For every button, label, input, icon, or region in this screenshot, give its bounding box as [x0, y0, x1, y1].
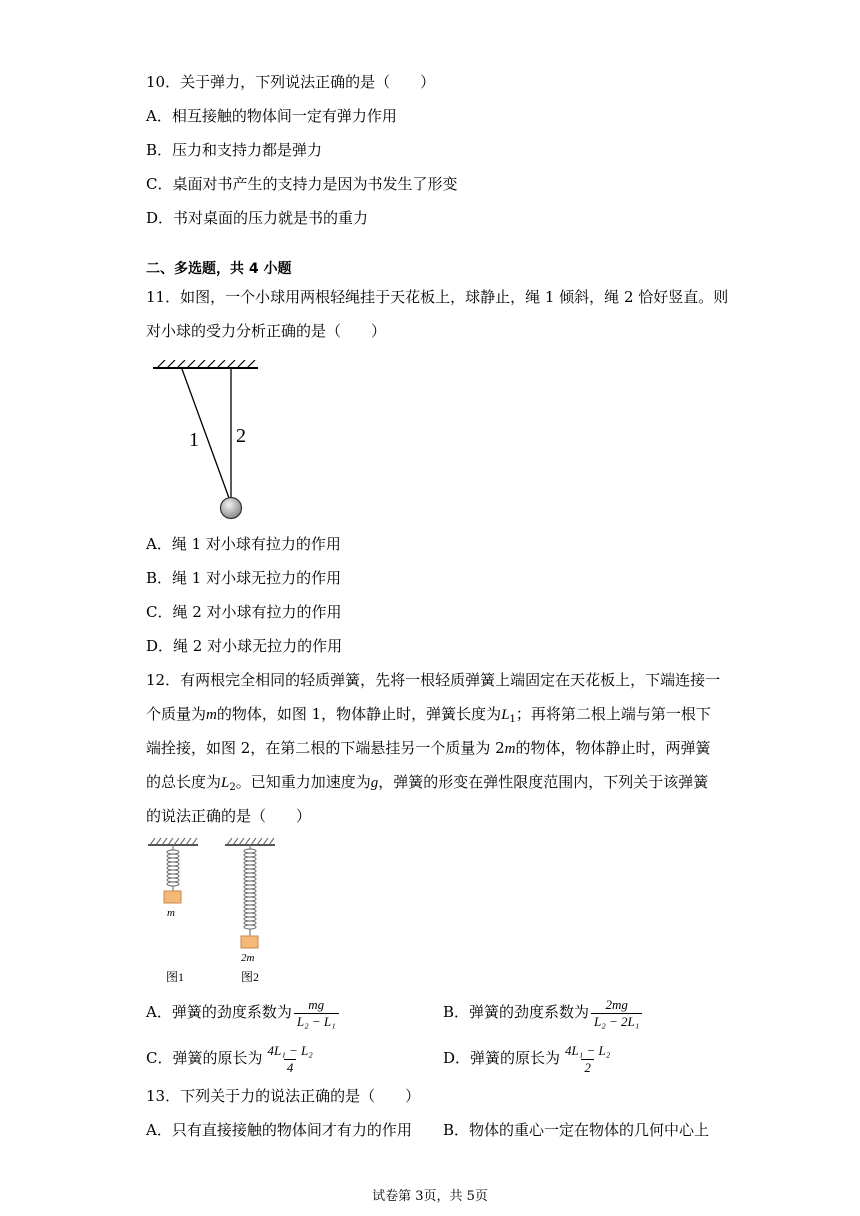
q10-option-b: B．压力和支持力都是弹力: [146, 141, 323, 159]
block-2m: [241, 936, 258, 948]
q13-option-b: B．物体的重心一定在物体的几何中心上: [443, 1121, 710, 1139]
q12-option-b: B．弹簧的劲度系数为 $\frac{2mg}{\text{L₂ − 2L₁}}$: [443, 992, 644, 1032]
q12-figure-springs: [140, 835, 280, 987]
spring-2: [244, 845, 256, 936]
q10-option-d: D．书对桌面的压力就是书的重力: [146, 209, 369, 227]
ball: [221, 498, 242, 519]
q11-option-b: B．绳 1 对小球无拉力的作用: [146, 569, 342, 587]
page-footer: 试卷第 3页，共 5页: [372, 1189, 488, 1204]
label-2m: 2m: [241, 952, 255, 964]
caption-fig2: 图2: [241, 970, 260, 984]
q12-stem-line1: 12．有两根完全相同的轻质弹簧，先将一根轻质弹簧上端固定在天花板上，下端连接一: [146, 671, 721, 689]
fraction-c: $\frac{\text{4L₁ − L₂}}{4}$: [267, 1042, 313, 1075]
q10-option-c: C．桌面对书产生的支持力是因为书发生了形变: [146, 175, 458, 193]
label-m: m: [167, 907, 175, 919]
q12-stem-line5: 的说法正确的是（ ）: [146, 807, 312, 825]
q13-stem: 13．下列关于力的说法正确的是（ ）: [146, 1087, 421, 1105]
q12-stem-line4: 的总长度为$L_2$。已知重力加速度为g，弹簧的形变在弹性限度范围内，下列关于该弹簧: [146, 773, 709, 793]
q13-option-a: A．只有直接接触的物体间才有力的作用: [146, 1121, 412, 1139]
caption-fig1: 图1: [166, 970, 185, 984]
q11-option-a: A．绳 1 对小球有拉力的作用: [146, 535, 341, 553]
q12-option-a: A．弹簧的劲度系数为 $\frac{mg}{\text{L₂ − L₁}}$: [146, 992, 341, 1032]
fraction-b: $\frac{2mg}{\text{L₂ − 2L₁}}$: [591, 997, 642, 1030]
block-m: [164, 891, 181, 903]
q10-stem: 10．关于弹力，下列说法正确的是（ ）: [146, 73, 436, 91]
section-heading: 二、多选题，共 4 小题: [146, 261, 292, 277]
fraction-a: $\frac{mg}{\text{L₂ − L₁}}$: [294, 997, 339, 1030]
fraction-d: $\frac{\text{4L₁ − L₂}}{2}$: [565, 1042, 611, 1075]
q11-stem-line2: 对小球的受力分析正确的是（ ）: [146, 322, 387, 340]
q12-option-d: D．弹簧的原长为 $\frac{\text{4L₁ − L₂}}{2}$: [443, 1038, 615, 1078]
q12-stem-line3: 端拴接，如图 2，在第二根的下端悬挂另一个质量为 2m的物体，物体静止时，两弹簧: [146, 739, 711, 757]
q12-stem-line2: 个质量为m的物体，如图 1，物体静止时，弹簧长度为$L_1$；再将第二根上端与第一根下: [146, 705, 711, 725]
q11-stem-line1: 11．如图，一个小球用两根轻绳挂于天花板上，球静止，绳 1 倾斜，绳 2 恰好竖直。则: [146, 288, 729, 306]
q12-option-c: C．弹簧的原长为 $\frac{\text{4L₁ − L₂}}{4}$: [146, 1038, 318, 1078]
rope-label-2: 2: [236, 425, 246, 447]
rope-label-1: 1: [189, 429, 199, 451]
ceiling-hatch: [157, 360, 255, 368]
q11-figure-ball-ropes: [145, 360, 270, 525]
q10-option-a: A．相互接触的物体间一定有弹力作用: [146, 107, 397, 125]
q11-option-d: D．绳 2 对小球无拉力的作用: [146, 637, 343, 655]
q11-option-c: C．绳 2 对小球有拉力的作用: [146, 603, 342, 621]
spring-1: [167, 845, 179, 891]
